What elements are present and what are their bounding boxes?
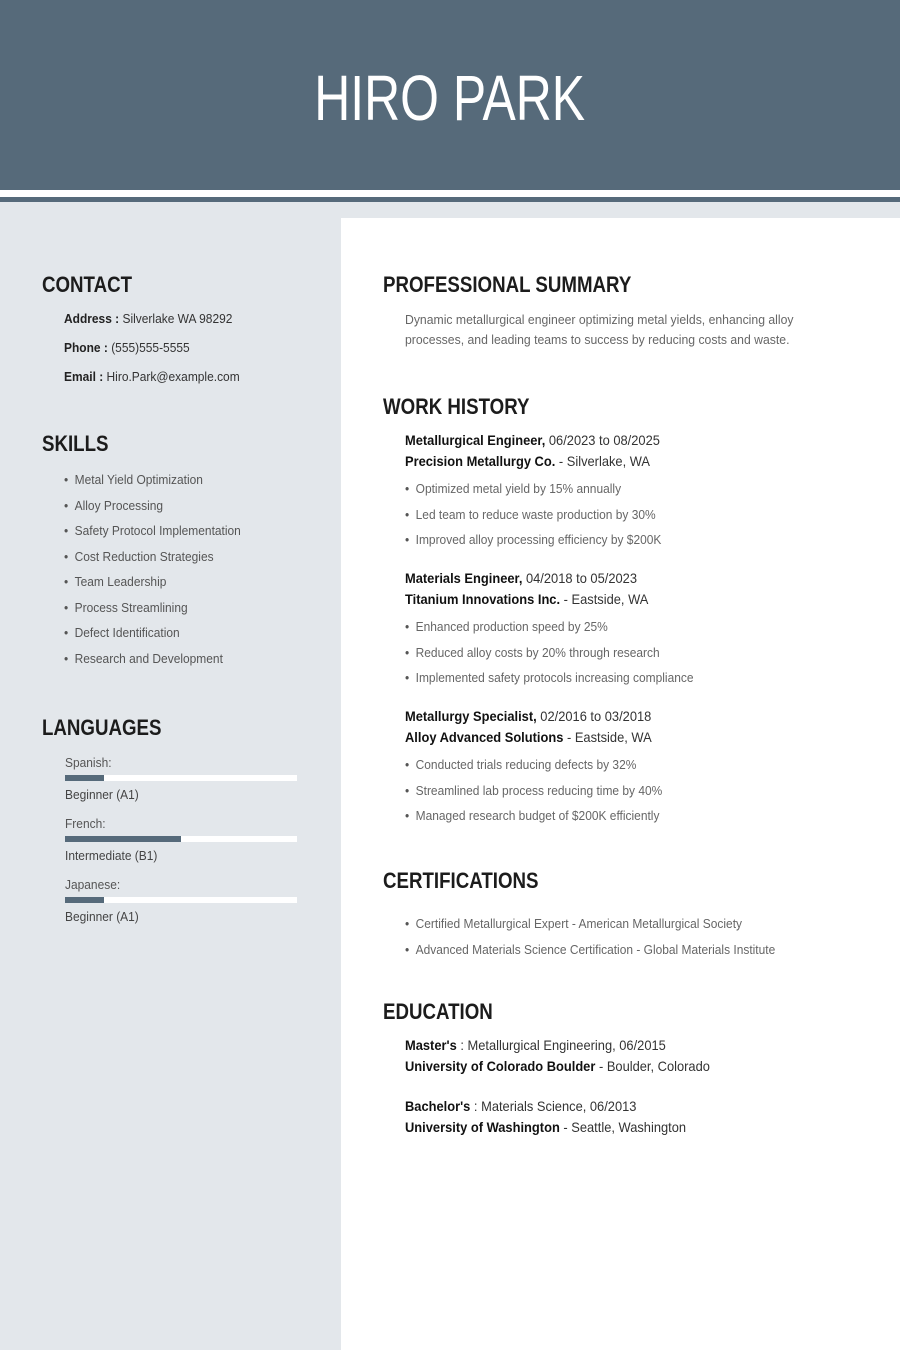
skill-item: • Defect Identification [64, 625, 241, 651]
job-location: - Eastside, WA [563, 591, 649, 607]
work-history-heading: WORK HISTORY [383, 394, 530, 419]
certifications-heading: CERTIFICATIONS [383, 868, 539, 893]
contact-phone [64, 340, 190, 355]
skill-item: • Metal Yield Optimization [64, 472, 241, 498]
job-bullet: • Conducted trials reducing defects by 32% [405, 752, 837, 778]
job-role: Metallurgical Engineer, [405, 432, 546, 448]
summary-heading: PROFESSIONAL SUMMARY [383, 272, 632, 297]
job-company: Precision Metallurgy Co. [405, 453, 556, 469]
candidate-name: HIRO PARK [314, 62, 586, 134]
education-entry [405, 1035, 875, 1077]
degree: Bachelor's [405, 1098, 471, 1114]
degree-field: : Metallurgical Engineering, 06/2015 [460, 1037, 666, 1053]
job-bullet: • Led team to reduce waste production by 30% [405, 502, 837, 528]
job-dates: 04/2018 to 05/2023 [525, 570, 637, 586]
job-bullets [405, 752, 875, 829]
email-label: Email : [64, 369, 104, 384]
degree: Master's [405, 1037, 457, 1053]
job-entry [405, 568, 875, 691]
email-value[interactable]: Hiro.Park@example.com [106, 369, 240, 384]
job-bullet: • Enhanced production speed by 25% [405, 614, 837, 640]
school-location: - Seattle, Washington [563, 1119, 687, 1135]
languages-heading: LANGUAGES [42, 715, 162, 740]
school-location: - Boulder, Colorado [598, 1058, 710, 1074]
degree-field: : Materials Science, 06/2013 [473, 1098, 637, 1114]
job-bullet: • Implemented safety protocols increasing compliance [405, 665, 837, 691]
language-level: Intermediate (B1) [65, 848, 158, 863]
phone-value: (555)555-5555 [111, 340, 190, 355]
job-bullet: • Optimized metal yield by 15% annually [405, 476, 837, 502]
resume-header [0, 0, 900, 190]
contact-address [64, 311, 232, 326]
job-role: Metallurgy Specialist, [405, 708, 537, 724]
job-company: Alloy Advanced Solutions [405, 729, 564, 745]
certification-item: • Advanced Materials Science Certification - Global Materials Institute [405, 937, 775, 963]
language-bar-fill [65, 897, 104, 903]
language-bar-fill [65, 836, 181, 842]
header-divider-light [0, 190, 900, 197]
language-bar-fill [65, 775, 104, 781]
job-bullet: • Streamlined lab process reducing time by 40% [405, 778, 837, 804]
job-entry [405, 430, 875, 553]
job-company: Titanium Innovations Inc. [405, 591, 561, 607]
education-entry [405, 1096, 875, 1138]
skill-item: • Team Leadership [64, 574, 241, 600]
education-heading: EDUCATION [383, 999, 493, 1024]
language-name: French: [65, 816, 106, 831]
language-name: Japanese: [65, 877, 121, 892]
language-level: Beginner (A1) [65, 787, 139, 802]
job-dates: 02/2016 to 03/2018 [540, 708, 652, 724]
job-entry [405, 706, 875, 829]
contact-email [64, 369, 240, 384]
skill-item: • Alloy Processing [64, 498, 241, 524]
certification-item: • Certified Metallurgical Expert - American Metallurgical Society [405, 911, 775, 937]
address-value: Silverlake WA 98292 [122, 311, 233, 326]
job-bullets [405, 614, 875, 691]
job-bullet: • Managed research budget of $200K efficiently [405, 803, 837, 829]
language-bar [65, 897, 297, 903]
skills-list [64, 472, 256, 676]
summary-text: Dynamic metallurgical engineer optimizing metal yields, enhancing alloy processes, and leading teams to success by reducing costs and waste. [405, 312, 794, 347]
skill-item: • Cost Reduction Strategies [64, 549, 241, 575]
skill-item: • Research and Development [64, 651, 241, 677]
job-bullets [405, 476, 875, 553]
language-bar [65, 836, 297, 842]
job-dates: 06/2023 to 08/2025 [548, 432, 660, 448]
job-bullet: • Reduced alloy costs by 20% through research [405, 640, 837, 666]
language-item [65, 816, 297, 863]
skills-heading: SKILLS [42, 431, 109, 456]
language-name: Spanish: [65, 755, 112, 770]
job-role: Materials Engineer, [405, 570, 523, 586]
job-bullet: • Improved alloy processing efficiency by $200K [405, 527, 837, 553]
phone-label: Phone : [64, 340, 108, 355]
school: University of Washington [405, 1119, 560, 1135]
school: University of Colorado Boulder [405, 1058, 596, 1074]
skill-item: • Process Streamlining [64, 600, 241, 626]
language-item [65, 877, 297, 924]
language-item [65, 755, 297, 802]
language-bar [65, 775, 297, 781]
address-label: Address : [64, 311, 120, 326]
language-level: Beginner (A1) [65, 909, 139, 924]
skill-item: • Safety Protocol Implementation [64, 523, 241, 549]
job-location: - Silverlake, WA [558, 453, 651, 469]
job-location: - Eastside, WA [566, 729, 652, 745]
certifications-list [405, 911, 807, 962]
contact-heading: CONTACT [42, 272, 133, 297]
